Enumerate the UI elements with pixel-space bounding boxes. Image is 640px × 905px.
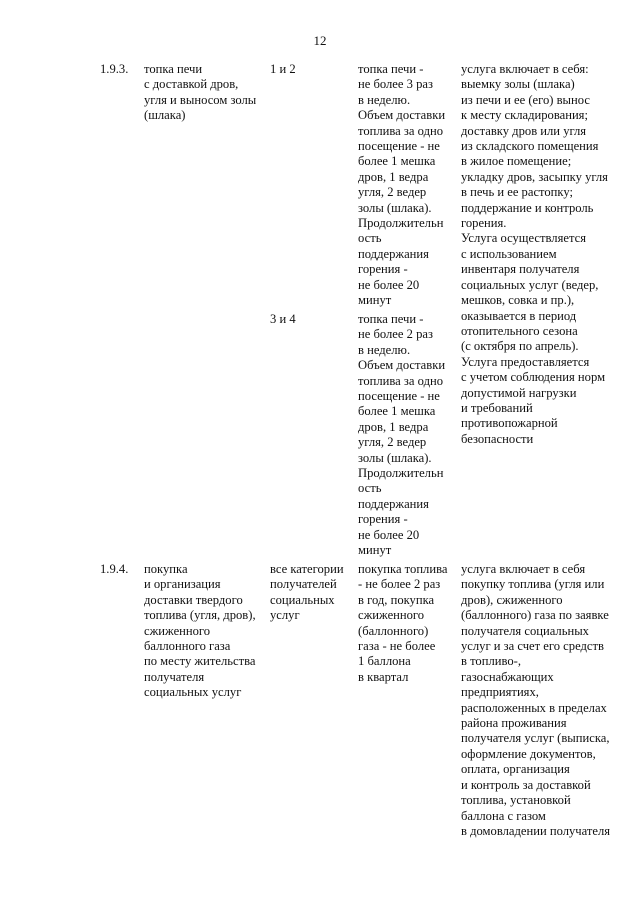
row-number: 1.9.3. bbox=[100, 62, 129, 76]
text-line: получателя услуг (выписка, bbox=[461, 731, 610, 746]
text-line: отопительного сезона bbox=[461, 323, 578, 338]
text-line: покупка bbox=[144, 562, 188, 576]
text-line: топка печи - bbox=[358, 312, 424, 326]
text-line: получателя социальных bbox=[461, 623, 589, 638]
service-description bbox=[461, 562, 610, 839]
text-line: укладку дров, засыпку угля bbox=[461, 169, 608, 184]
text-line: расположенных в пределах bbox=[461, 700, 607, 715]
text-line: получателя bbox=[144, 669, 205, 684]
text-line: газоснабжающих bbox=[461, 669, 554, 684]
text-line: газа - не более bbox=[358, 639, 436, 654]
text-line: горения - bbox=[358, 512, 408, 527]
text-line: (с октября по апрель). bbox=[461, 339, 579, 354]
text-line: сжиженного bbox=[144, 623, 211, 638]
text-line: в неделю. bbox=[358, 342, 411, 357]
text-line: угля и выносом золы bbox=[144, 92, 257, 107]
text-line: более 1 мешка bbox=[358, 404, 436, 419]
text-line: топлива за одно bbox=[358, 373, 444, 388]
text-line: из печи и ее (его) вынос bbox=[461, 92, 590, 107]
text-line: социальных услуг (ведер, bbox=[461, 277, 599, 292]
text-line: не более 2 раз bbox=[358, 327, 433, 342]
text-line: в печь и ее растопку; bbox=[461, 185, 573, 200]
text-line: баллонного газа bbox=[144, 639, 231, 654]
page-number: 12 bbox=[313, 33, 327, 48]
text-line: получателей bbox=[270, 577, 337, 592]
text-line: более 1 мешка bbox=[358, 154, 436, 169]
text-line: доставки твердого bbox=[144, 592, 243, 607]
text-line: угля, 2 ведер bbox=[358, 185, 427, 200]
text-line: угля, 2 ведер bbox=[358, 435, 427, 450]
text-line: не более 3 раз bbox=[358, 77, 433, 92]
text-line: оказывается в период bbox=[461, 308, 577, 323]
text-line: с использованием bbox=[461, 246, 557, 261]
recipient-category bbox=[270, 562, 344, 624]
text-line: района проживания bbox=[461, 716, 567, 731]
text-line: в жилое помещение; bbox=[461, 154, 572, 169]
text-line: в неделю. bbox=[358, 92, 411, 107]
text-line: дров), сжиженного bbox=[461, 592, 563, 607]
text-line: к месту складирования; bbox=[461, 108, 588, 123]
text-line: услуг bbox=[270, 608, 300, 623]
text-line: в топливо-, bbox=[461, 654, 521, 669]
text-line: Продолжительн bbox=[358, 466, 444, 481]
text-line: минут bbox=[358, 543, 392, 558]
text-line: услуг и за счет его средств bbox=[461, 639, 604, 654]
text-line: по месту жительства bbox=[144, 654, 256, 669]
text-line: выемку золы (шлака) bbox=[461, 77, 575, 92]
recipient-category: 3 и 4 bbox=[270, 312, 296, 326]
text-line: доставку дров или угля bbox=[461, 123, 587, 138]
text-line: оформление документов, bbox=[461, 746, 596, 761]
text-line: баллона с газом bbox=[461, 808, 546, 823]
row-number: 1.9.4. bbox=[100, 562, 129, 576]
text-line: противопожарной bbox=[461, 416, 558, 431]
text-line: Объем доставки bbox=[358, 358, 446, 373]
service-norm bbox=[358, 562, 447, 685]
text-line: дров, 1 ведра bbox=[358, 169, 429, 184]
text-line: предприятиях, bbox=[461, 685, 539, 700]
text-line: в домовладении получателя bbox=[461, 823, 611, 838]
text-line: топлива (угля, дров), bbox=[144, 608, 256, 623]
text-line: безопасности bbox=[461, 431, 534, 446]
text-line: 1 баллона bbox=[358, 654, 411, 669]
text-line: Объем доставки bbox=[358, 108, 446, 123]
text-line: (баллонного) газа по заявке bbox=[461, 608, 609, 623]
text-line: в квартал bbox=[358, 669, 409, 684]
text-line: и контроль за доставкой bbox=[461, 777, 591, 792]
text-line: горения. bbox=[461, 216, 507, 231]
text-line: Услуга предоставляется bbox=[461, 354, 590, 369]
text-line: инвентаря получателя bbox=[461, 262, 580, 277]
text-line: и требований bbox=[461, 400, 533, 415]
text-line: и организация bbox=[144, 577, 221, 592]
text-line: дров, 1 ведра bbox=[358, 419, 429, 434]
text-line: ость bbox=[358, 481, 382, 496]
text-line: с доставкой дров, bbox=[144, 77, 239, 92]
text-line: ость bbox=[358, 231, 382, 246]
text-line: допустимой нагрузки bbox=[461, 385, 577, 400]
text-line: Продолжительн bbox=[358, 216, 444, 231]
text-line: топлива за одно bbox=[358, 123, 444, 138]
text-line: посещение - не bbox=[358, 389, 440, 404]
text-line: минут bbox=[358, 293, 392, 308]
text-line: поддержание и контроль bbox=[461, 200, 594, 215]
text-line: услуга включает в себя: bbox=[461, 62, 589, 76]
text-line: поддержания bbox=[358, 246, 429, 261]
text-line: все категории bbox=[270, 562, 344, 576]
text-line: золы (шлака). bbox=[358, 450, 432, 465]
text-line: горения - bbox=[358, 262, 408, 277]
text-line: топка печи bbox=[144, 62, 203, 76]
text-line: золы (шлака). bbox=[358, 200, 432, 215]
text-line: - не более 2 раз bbox=[358, 577, 441, 592]
text-line: не более 20 bbox=[358, 277, 420, 292]
text-line: из складского помещения bbox=[461, 139, 599, 154]
text-line: услуга включает в себя bbox=[461, 562, 586, 576]
text-line: топлива, установкой bbox=[461, 793, 571, 808]
text-line: (шлака) bbox=[144, 108, 186, 123]
text-line: покупка топлива bbox=[358, 562, 448, 576]
text-line: с учетом соблюдения норм bbox=[461, 370, 606, 385]
recipient-category: 1 и 2 bbox=[270, 62, 296, 76]
text-line: мешков, совка и пр.), bbox=[461, 293, 575, 308]
text-line: Услуга осуществляется bbox=[461, 231, 586, 246]
text-line: покупку топлива (угля или bbox=[461, 577, 605, 592]
text-line: социальных услуг bbox=[144, 685, 242, 700]
text-line: социальных bbox=[270, 592, 335, 607]
text-line: посещение - не bbox=[358, 139, 440, 154]
text-line: в год, покупка bbox=[358, 592, 435, 607]
service-name bbox=[144, 562, 256, 701]
text-line: топка печи - bbox=[358, 62, 424, 76]
service-description bbox=[461, 62, 608, 447]
service-norm bbox=[358, 62, 445, 309]
text-line: (баллонного) bbox=[358, 623, 429, 638]
service-norm bbox=[358, 312, 445, 559]
text-line: не более 20 bbox=[358, 527, 420, 542]
text-line: оплата, организация bbox=[461, 762, 570, 777]
text-line: поддержания bbox=[358, 496, 429, 511]
text-line: сжиженного bbox=[358, 608, 425, 623]
service-name bbox=[144, 62, 256, 124]
